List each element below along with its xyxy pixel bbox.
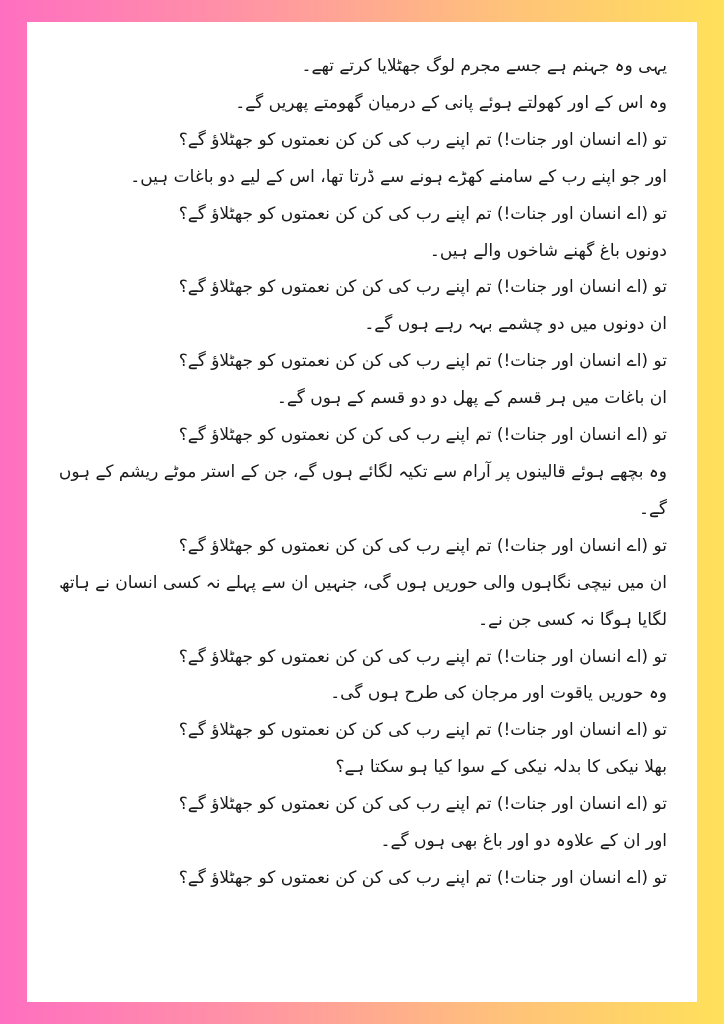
text-line: دونوں باغ گھنے شاخوں والے ہیں۔ <box>429 240 667 261</box>
text-line: اور جو اپنے رب کے سامنے کھڑے ہونے سے ڈرتا تھا، اس کے لیے دو باغات ہیں۔ <box>130 166 667 187</box>
text-line: تو (اے انسان اور جنات!) تم اپنے رب کی کن کن نعمتوں کو جھٹلاؤ گے؟ <box>178 794 667 815</box>
text-line: وہ اس کے اور کھولتے ہوئے پانی کے درمیان گھومتے پھریں گے۔ <box>235 92 667 113</box>
text-line: یہی وہ جہنم ہے جسے مجرم لوگ جھٹلایا کرتے تھے۔ <box>301 56 667 76</box>
text-line: ان باغات میں ہر قسم کے پھل دو دو قسم کے ہوں گے۔ <box>276 388 667 409</box>
text-line: ان میں نیچی نگاہوں والی حوریں ہوں گی، جنہیں ان سے پہلے نہ کسی انسان نے ہاتھ لگایا ہوگا نہ کسی جن نے۔ <box>59 572 667 630</box>
text-line: تو (اے انسان اور جنات!) تم اپنے رب کی کن کن نعمتوں کو جھٹلاؤ گے؟ <box>178 203 667 224</box>
text-line: تو (اے انسان اور جنات!) تم اپنے رب کی کن کن نعمتوں کو جھٹلاؤ گے؟ <box>178 720 667 741</box>
text-line: تو (اے انسان اور جنات!) تم اپنے رب کی کن کن نعمتوں کو جھٹلاؤ گے؟ <box>178 646 667 667</box>
text-line: اور ان کے علاوہ دو اور باغ بھی ہوں گے۔ <box>380 831 667 852</box>
text-line: وہ بچھے ہوئے قالینوں پر آرام سے تکیہ لگائے ہوں گے، جن کے استر موٹے ریشم کے ہوں گے۔ <box>58 461 667 519</box>
text-line: بھلا نیکی کا بدلہ نیکی کے سوا کیا ہو سکتا ہے؟ <box>335 757 667 778</box>
urdu-text-block <box>57 48 667 897</box>
text-line: ان دونوں میں دو چشمے بہہ رہے ہوں گے۔ <box>364 314 667 335</box>
text-line: تو (اے انسان اور جنات!) تم اپنے رب کی کن کن نعمتوں کو جھٹلاؤ گے؟ <box>178 129 667 150</box>
text-line: تو (اے انسان اور جنات!) تم اپنے رب کی کن کن نعمتوں کو جھٹلاؤ گے؟ <box>178 535 667 556</box>
text-line: تو (اے انسان اور جنات!) تم اپنے رب کی کن کن نعمتوں کو جھٹلاؤ گے؟ <box>178 867 667 888</box>
document-page <box>27 22 697 1002</box>
text-line: تو (اے انسان اور جنات!) تم اپنے رب کی کن کن نعمتوں کو جھٹلاؤ گے؟ <box>178 277 667 298</box>
text-line: تو (اے انسان اور جنات!) تم اپنے رب کی کن کن نعمتوں کو جھٹلاؤ گے؟ <box>178 425 667 446</box>
text-line: وہ حوریں یاقوت اور مرجان کی طرح ہوں گی۔ <box>330 683 667 704</box>
text-line: تو (اے انسان اور جنات!) تم اپنے رب کی کن کن نعمتوں کو جھٹلاؤ گے؟ <box>178 351 667 372</box>
